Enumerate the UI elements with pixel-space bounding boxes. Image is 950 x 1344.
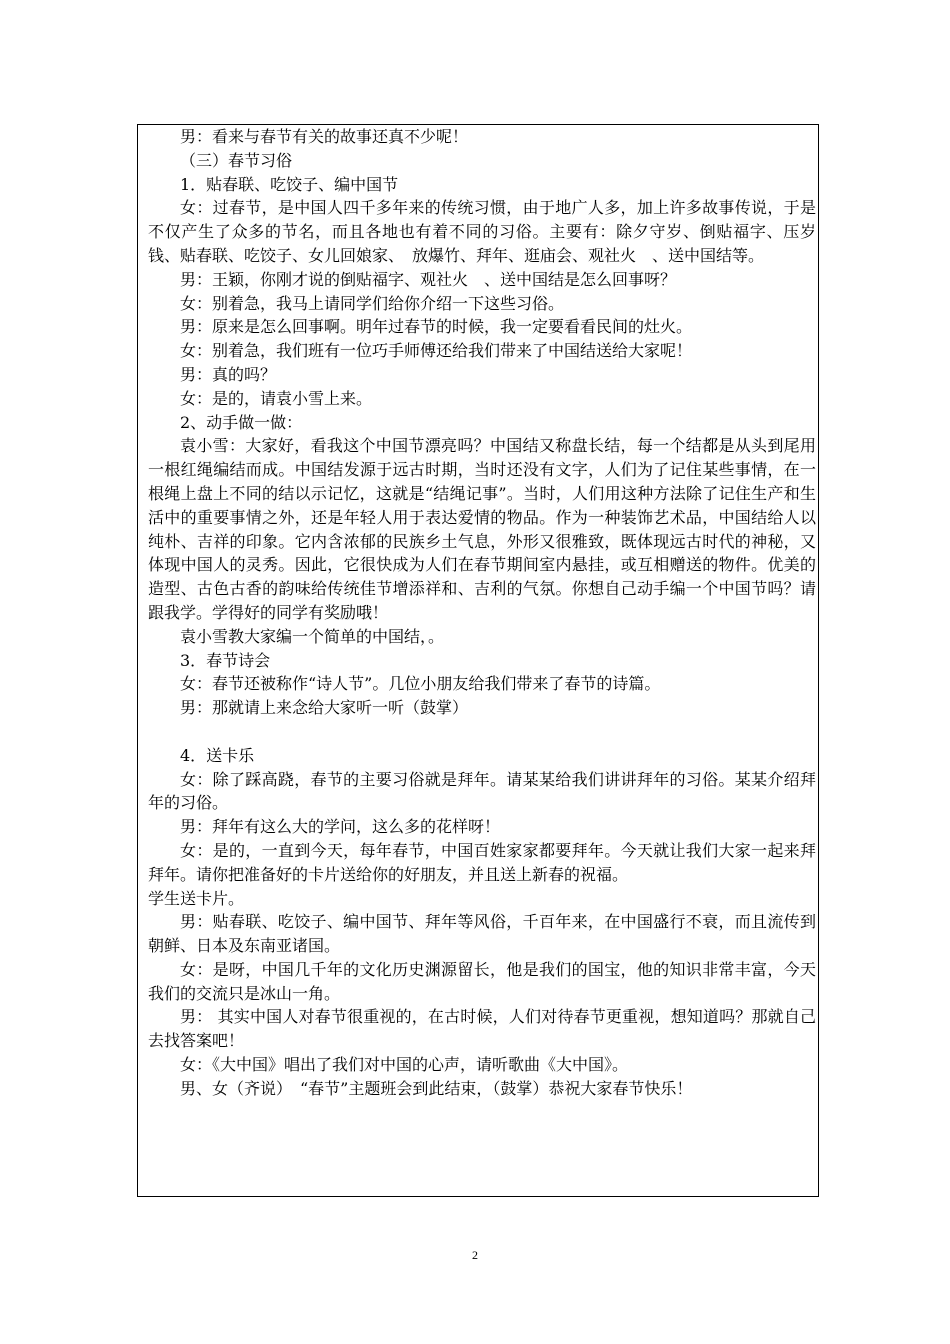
paragraph: 女：是呀，中国几千年的文化历史渊源留长，他是我们的国宝，他的知识非常丰富，今天我们的交流只是冰山一角。 [148,959,816,1003]
paragraph: （三）春节习俗 [180,150,293,170]
paragraph [148,720,816,744]
paragraph: 女：是的，一直到今天，每年春节，中国百姓家家都要拜年。今天就让我们大家一起来拜拜年。请你把准备好的卡片送给你的好朋友，并且送上新春的祝福。 [148,840,816,884]
paragraph: 男：原来是怎么回事啊。明年过春节的时候，我一定要看看民间的灶火。 [180,317,693,337]
paragraph: 男：王颖，你刚才说的倒贴福字、观社火 、送中国结是怎么回事呀？ [180,269,677,289]
paragraph: 4．送卡乐 [180,745,255,765]
document-body [148,125,816,1101]
paragraph: 男、女（齐说） “春节”主题班会到此结束，（鼓掌）恭祝大家春节快乐！ [180,1078,693,1098]
paragraph: 女：春节还被称作“诗人节”。几位小朋友给我们带来了春节的诗篇。 [180,674,661,694]
paragraph: 袁小雪教大家编一个简单的中国结，。 [180,626,445,646]
paragraph: 女：别着急，我马上请同学们给你介绍一下这些习俗。 [180,293,565,313]
paragraph: 男：看来与春节有关的故事还真不少呢！ [180,127,469,146]
paragraph: 学生送卡片。 [148,888,245,908]
paragraph: 2、动手做一做： [180,412,303,432]
paragraph: 女：《大中国》唱出了我们对中国的心声，请听歌曲《大中国》。 [180,1055,629,1075]
paragraph: 男：拜年有这么大的学问，这么多的花样呀！ [180,817,501,837]
paragraph: 男：那就请上来念给大家听一听（鼓掌） [180,698,469,718]
paragraph: 3．春节诗会 [180,650,271,670]
paragraph: 1．贴春联、吃饺子、编中国节 [180,174,399,194]
paragraph: 女：别着急，我们班有一位巧手师傅还给我们带来了中国结送给大家呢！ [180,341,693,361]
paragraph: 男：真的吗？ [180,364,277,384]
page-number: 2 [472,1248,478,1262]
paragraph: 女：过春节，是中国人四千多年来的传统习惯，由于地广人多，加上许多故事传说，于是不仅产生了众多的节名，而且各地也有着不同的习俗。主要有：除夕守岁、倒贴福字、压岁钱、贴春联、吃饺子、女儿回娘家、 放爆竹、拜年、逛庙会、观社火 、送中国结等。 [148,198,816,265]
paragraph: 男： 其实中国人对春节很重视的，在古时候，人们对待春节更重视，想知道吗？那就自己去找答案吧！ [148,1007,816,1051]
paragraph: 女：除了踩高跷，春节的主要习俗就是拜年。请某某给我们讲讲拜年的习俗。某某介绍拜年的习俗。 [148,769,816,813]
paragraph: 袁小雪：大家好，看我这个中国节漂亮吗？中国结又称盘长结，每一个结都是从头到尾用一根红绳编结而成。中国结发源于远古时期，当时还没有文字，人们为了记住某些事情，在一根绳上盘上不同的结以示记忆，这就是“结绳记事”。当时，人们用这种方法除了记住生产和生活中的重要事情之外，还是年轻人用于表达爱情的物品。作为一种装饰艺术品，中国结给人以纯朴、吉祥的印象。它内含浓郁的民族乡土气息，外形又很雅致，既体现远古时代的神秘，又体现中国人的灵秀。因此，它很快成为人们在春节期间室内悬挂，或互相赠送的物件。优美的造型、古色古香的韵味给传统佳节增添祥和、吉利的气氛。你想自己动手编一个中国节吗？请跟我学。学得好的同学有奖励哦！ [148,436,816,622]
paragraph: 女：是的，请袁小雪上来。 [180,388,373,408]
paragraph: 男：贴春联、吃饺子、编中国节、拜年等风俗，千百年来，在中国盛行不衰，而且流传到朝鲜、日本及东南亚诸国。 [148,912,816,956]
